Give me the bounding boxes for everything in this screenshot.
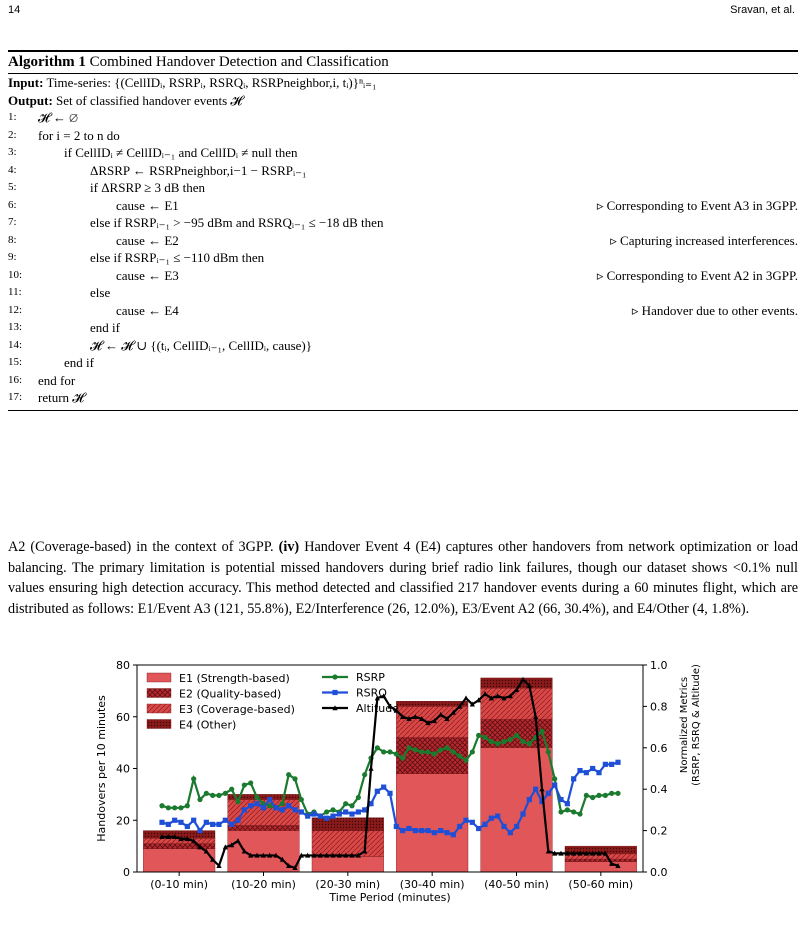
bar-e3 <box>481 688 553 719</box>
rsrp-point <box>539 729 544 734</box>
legend-swatch <box>147 689 171 698</box>
rsrq-point <box>343 809 348 814</box>
line-text: else if RSRPᵢ₋₁ > −95 dBm and RSRQᵢ₋₁ ≤ −18 dB then <box>90 215 384 230</box>
line-text: if CellIDᵢ ≠ CellIDᵢ₋₁ and CellIDᵢ ≠ null then <box>64 145 298 160</box>
rsrq-point <box>280 807 285 812</box>
x-tick-label: (20-30 min) <box>315 878 381 891</box>
algorithm-line <box>8 354 798 372</box>
x-tick-label: (40-50 min) <box>484 878 549 891</box>
rsrq-point <box>482 822 487 827</box>
rsrp-point <box>242 782 247 787</box>
x-tick-label: (30-40 min) <box>399 878 465 891</box>
rsrp-point <box>489 739 494 744</box>
y-tick-label: 60 <box>116 710 130 724</box>
rsrp-point <box>615 791 620 796</box>
rsrp-point <box>438 747 443 752</box>
rsrq-point <box>432 830 437 835</box>
rsrq-point <box>501 824 506 829</box>
rsrp-point <box>356 795 361 800</box>
algorithm-input <box>8 74 798 92</box>
rsrp-point <box>476 733 481 738</box>
rsrp-point <box>299 797 304 802</box>
x-tick-label: (10-20 min) <box>231 878 296 891</box>
algorithm-line <box>8 179 798 197</box>
bar-e1 <box>143 849 215 872</box>
algorithm-box <box>8 50 798 411</box>
rsrq-point <box>324 816 329 821</box>
y2-axis-label: Normalized Metrics <box>679 676 690 774</box>
rsrq-point <box>216 822 221 827</box>
line-number: 11: <box>8 286 22 298</box>
rsrq-point <box>248 803 253 808</box>
rsrp-point <box>495 741 500 746</box>
y2-axis-label: (RSRP, RSRQ & Altitude) <box>691 664 702 786</box>
rsrq-point <box>292 807 297 812</box>
legend-swatch <box>147 704 171 713</box>
y2-tick-label: 0.4 <box>650 783 668 797</box>
rsrp-point <box>558 809 563 814</box>
rsrp-point <box>432 751 437 756</box>
altitude-point <box>368 766 373 771</box>
bar-e4 <box>481 678 553 688</box>
line-number: 13: <box>8 321 23 333</box>
bar-e1 <box>565 862 637 872</box>
algorithm-label: Algorithm 1 <box>8 54 86 70</box>
rsrp-point <box>444 745 449 750</box>
rsrq-point <box>229 822 234 827</box>
rsrp-point <box>470 749 475 754</box>
rsrp-point <box>223 791 228 796</box>
rsrq-point <box>362 807 367 812</box>
bar-e1 <box>312 856 384 872</box>
line-number: 7: <box>8 216 17 228</box>
rsrp-point <box>419 749 424 754</box>
line-text: end if <box>64 355 94 370</box>
rsrp-point <box>508 737 513 742</box>
rsrp-point <box>197 797 202 802</box>
line-text: 𝓗 ← 𝓗 ∪ {(tᵢ, CellIDᵢ₋₁, CellIDᵢ, cause)} <box>90 337 313 353</box>
altitude-point <box>463 695 468 700</box>
rsrp-point <box>330 807 335 812</box>
rsrp-point <box>210 793 215 798</box>
x-tick-label: (50-60 min) <box>568 878 634 891</box>
rsrp-point <box>552 776 557 781</box>
rsrq-point <box>381 785 386 790</box>
rsrp-point <box>425 749 430 754</box>
rsrp-point <box>609 791 614 796</box>
rsrp-point <box>381 749 386 754</box>
rsrq-point <box>191 818 196 823</box>
rsrq-point <box>318 814 323 819</box>
rsrp-point <box>451 749 456 754</box>
rsrq-point <box>425 828 430 833</box>
line-comment: ▹ Corresponding to Event A3 in 3GPP. <box>596 197 798 213</box>
rsrp-point <box>185 803 190 808</box>
rsrq-point <box>584 770 589 775</box>
rsrq-point <box>185 824 190 829</box>
y-tick-label: 0 <box>123 866 130 879</box>
y2-tick-label: 0.8 <box>650 700 668 714</box>
rsrp-point <box>159 803 164 808</box>
rsrq-point <box>520 811 525 816</box>
line-text: end if <box>90 320 120 335</box>
algorithm-line <box>8 127 798 145</box>
algorithm-line <box>8 319 798 337</box>
rsrp-point <box>584 793 589 798</box>
rsrp-point <box>280 801 285 806</box>
rsrq-point <box>457 824 462 829</box>
y-axis-label: Handovers per 10 minutes <box>95 695 108 842</box>
algorithm-line <box>8 372 798 390</box>
output-text: Set of classified handover events 𝓗 <box>56 92 243 108</box>
rsrp-point <box>375 745 380 750</box>
line-text: for i = 2 to n do <box>38 127 120 143</box>
rsrp-point <box>603 793 608 798</box>
rsrq-point <box>261 805 266 810</box>
rsrq-point <box>178 820 183 825</box>
rsrq-point <box>590 766 595 771</box>
line-number: 5: <box>8 181 17 193</box>
line-text: cause ← E3 <box>116 267 179 283</box>
rsrp-point <box>216 793 221 798</box>
line-number: 4: <box>8 163 17 176</box>
line-text: if ΔRSRP ≥ 3 dB then <box>90 180 206 195</box>
algorithm-line <box>8 144 798 162</box>
line-number: 9: <box>8 251 17 263</box>
rsrp-point <box>166 805 171 810</box>
algorithm-line <box>8 337 798 355</box>
rsrp-point <box>571 809 576 814</box>
bar-e4 <box>312 818 384 831</box>
bar-e3 <box>312 831 384 857</box>
legend-label: RSRQ <box>356 686 387 700</box>
y2-tick-label: 0.0 <box>650 866 668 879</box>
body-paragraph <box>8 537 798 619</box>
rsrp-point <box>413 747 418 752</box>
rsrq-point <box>330 814 335 819</box>
rsrp-point <box>527 741 532 746</box>
line-text: cause ← E4 <box>116 302 179 318</box>
rsrp-point <box>406 745 411 750</box>
rsrq-point <box>223 818 228 823</box>
legend-label: Altitude <box>356 702 399 715</box>
algorithm-line <box>8 214 798 232</box>
line-text: 𝓗 ← ∅ <box>38 110 78 125</box>
paragraph-bold: (iv) <box>278 539 300 555</box>
rsrq-point <box>172 818 177 823</box>
bar-e2 <box>565 859 637 862</box>
rsrq-point <box>558 797 563 802</box>
rsrp-point <box>248 780 253 785</box>
paragraph-text-2: Handover Event 4 (E4) captures other handovers from network optimization or load balancing. The primary limitation is potential missed handovers during brief radio link failures, though our dataset shows <0.1% null values ensuring high detection accuracy. This method detected and classified 217 handover events during a 60 minutes flight, which are distributed as follows: E1/Event A3 (121, 55.8%), E2/Interference (26, 12.0%), E3/Event A2 (66, 30.4%), and E4/Other (4, 1.8%). <box>8 539 798 617</box>
rsrp-point <box>394 751 399 756</box>
legend-label: E4 (Other) <box>179 718 237 732</box>
rsrp-point <box>254 795 259 800</box>
bar-e2 <box>143 844 215 849</box>
rsrp-point <box>349 803 354 808</box>
line-text: else <box>90 285 111 300</box>
rsrq-point <box>419 828 424 833</box>
line-number: 10: <box>8 268 23 281</box>
rsrq-point <box>400 828 405 833</box>
rsrp-point <box>463 758 468 763</box>
rsrq-point <box>577 768 582 773</box>
algorithm-bottom-rule <box>8 410 798 411</box>
rsrq-point <box>476 826 481 831</box>
running-authors: Sravan, et al. <box>730 4 795 16</box>
rsrq-point <box>299 809 304 814</box>
line-comment: ▹ Capturing increased interferences. <box>610 232 798 248</box>
rsrq-point <box>197 828 202 833</box>
legend-marker <box>332 674 337 679</box>
line-text: else if RSRPᵢ₋₁ ≤ −110 dBm then <box>90 250 265 265</box>
rsrq-point <box>375 789 380 794</box>
page-number: 14 <box>8 4 21 16</box>
rsrq-point <box>463 818 468 823</box>
rsrp-point <box>229 787 234 792</box>
rsrq-point <box>267 797 272 802</box>
rsrq-point <box>527 797 532 802</box>
legend-swatch <box>147 673 171 682</box>
algorithm-line <box>8 162 798 180</box>
rsrq-point <box>305 814 310 819</box>
rsrp-point <box>191 776 196 781</box>
algorithm-name: Combined Handover Detection and Classification <box>89 54 389 70</box>
rsrq-point <box>394 824 399 829</box>
rsrq-point <box>166 822 171 827</box>
rsrp-point <box>501 739 506 744</box>
line-number: 3: <box>8 146 17 158</box>
rsrq-point <box>286 803 291 808</box>
rsrq-point <box>204 820 209 825</box>
rsrq-point <box>337 811 342 816</box>
line-text: ΔRSRP ← RSRPneighbor,i−1 − RSRPᵢ₋₁ <box>90 162 307 178</box>
input-label: Input: <box>8 75 44 90</box>
rsrp-point <box>565 807 570 812</box>
line-number: 12: <box>8 303 23 316</box>
bar-e4 <box>396 701 468 706</box>
rsrq-point <box>242 807 247 812</box>
algorithm-line <box>8 302 798 320</box>
rsrq-point <box>254 801 259 806</box>
rsrq-point <box>438 828 443 833</box>
line-text: end for <box>38 372 76 388</box>
rsrq-point <box>311 811 316 816</box>
rsrq-point <box>349 811 354 816</box>
x-axis-label: Time Period (minutes) <box>329 891 451 904</box>
algorithm-title <box>8 52 798 73</box>
y-tick-label: 40 <box>116 762 130 776</box>
rsrq-point <box>406 826 411 831</box>
y2-tick-label: 0.6 <box>650 741 668 755</box>
rsrq-point <box>387 791 392 796</box>
rsrp-point <box>172 805 177 810</box>
line-number: 2: <box>8 128 17 141</box>
rsrp-point <box>590 795 595 800</box>
rsrp-point <box>577 811 582 816</box>
bar-e1 <box>481 748 553 872</box>
rsrq-point <box>514 824 519 829</box>
rsrq-point <box>444 830 449 835</box>
handover-chart <box>0 655 805 925</box>
line-number: 14: <box>8 338 23 351</box>
rsrq-point <box>609 762 614 767</box>
y2-tick-label: 1.0 <box>650 659 668 672</box>
rsrq-point <box>533 787 538 792</box>
rsrp-point <box>362 772 367 777</box>
output-label: Output: <box>8 92 53 108</box>
rsrq-point <box>615 760 620 765</box>
rsrp-point <box>267 803 272 808</box>
rsrq-point <box>508 830 513 835</box>
rsrq-point <box>235 818 240 823</box>
rsrq-point <box>210 822 215 827</box>
algorithm-lines <box>8 109 798 407</box>
y2-tick-label: 0.2 <box>650 824 668 838</box>
rsrq-point <box>596 770 601 775</box>
rsrp-point <box>324 809 329 814</box>
legend-swatch <box>147 720 171 729</box>
rsrq-point <box>470 820 475 825</box>
rsrp-point <box>387 749 392 754</box>
rsrp-point <box>400 756 405 761</box>
algorithm-line <box>8 267 798 285</box>
rsrp-point <box>204 791 209 796</box>
legend-label: E1 (Strength-based) <box>179 672 290 685</box>
rsrq-point <box>489 816 494 821</box>
rsrq-point <box>159 820 164 825</box>
bar-e2 <box>228 825 300 830</box>
legend-label: E2 (Quality-based) <box>179 687 282 701</box>
bar-e1 <box>396 774 468 872</box>
line-text: cause ← E2 <box>116 232 179 248</box>
algorithm-line <box>8 109 798 127</box>
algorithm-line <box>8 197 798 215</box>
algorithm-line <box>8 284 798 302</box>
y-tick-label: 20 <box>116 814 130 828</box>
algorithm-output <box>8 92 798 110</box>
line-text: cause ← E1 <box>116 197 179 213</box>
paragraph-text-1: A2 (Coverage-based) in the context of 3GPP. <box>8 539 279 555</box>
rsrp-point <box>482 735 487 740</box>
rsrq-point <box>546 791 551 796</box>
line-number: 16: <box>8 373 23 386</box>
rsrp-point <box>514 733 519 738</box>
rsrp-point <box>520 739 525 744</box>
line-number: 6: <box>8 198 17 211</box>
x-tick-label: (0-10 min) <box>150 878 209 891</box>
algorithm-line <box>8 389 798 407</box>
rsrp-point <box>292 776 297 781</box>
rsrp-point <box>286 772 291 777</box>
rsrq-point <box>495 814 500 819</box>
rsrq-point <box>552 782 557 787</box>
rsrp-point <box>596 793 601 798</box>
algorithm-line <box>8 249 798 267</box>
legend-marker <box>332 690 337 695</box>
line-comment: ▹ Handover due to other events. <box>631 302 798 318</box>
line-comment: ▹ Corresponding to Event A2 in 3GPP. <box>596 267 798 283</box>
y-tick-label: 80 <box>116 659 130 672</box>
rsrq-point <box>356 809 361 814</box>
algorithm-line <box>8 232 798 250</box>
rsrq-point <box>603 762 608 767</box>
line-text: return 𝓗 <box>38 390 85 405</box>
chart-legend <box>147 671 399 732</box>
rsrq-point <box>571 776 576 781</box>
legend-label: E3 (Coverage-based) <box>179 703 295 716</box>
rsrp-point <box>178 805 183 810</box>
line-number: 15: <box>8 356 23 368</box>
line-number: 17: <box>8 391 23 403</box>
input-text: Time-series: {(CellIDᵢ, RSRPᵢ, RSRQᵢ, RSRPneighbor,i, tᵢ)}ⁿᵢ₌₁ <box>46 75 377 90</box>
rsrp-point <box>343 801 348 806</box>
rsrq-point <box>413 828 418 833</box>
rsrq-point <box>451 832 456 837</box>
line-number: 1: <box>8 111 17 123</box>
line-number: 8: <box>8 233 17 246</box>
rsrq-point <box>565 801 570 806</box>
rsrp-point <box>546 749 551 754</box>
rsrq-point <box>273 805 278 810</box>
rsrp-point <box>457 753 462 758</box>
rsrp-point <box>235 799 240 804</box>
legend-label: RSRP <box>356 671 385 684</box>
page-header <box>0 0 805 20</box>
